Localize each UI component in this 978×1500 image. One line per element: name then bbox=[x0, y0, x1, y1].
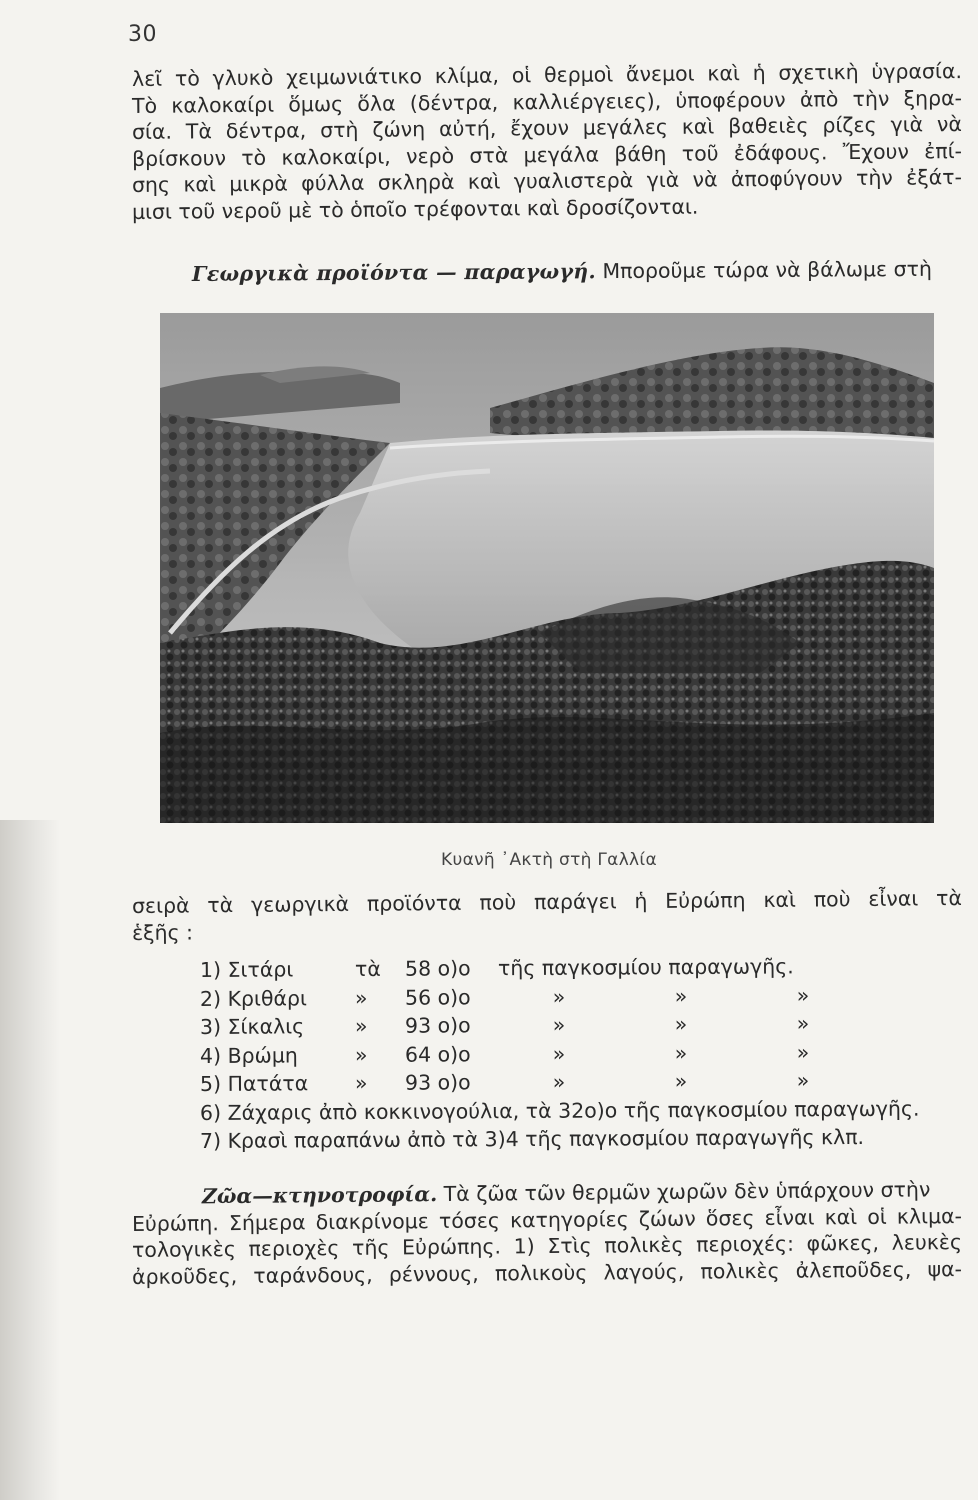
products-list bbox=[200, 956, 970, 1156]
text-line: σης καὶ μικρὰ φύλλα σκληρὰ καὶ γυαλιστερὰ γιὰ νὰ ἀποφύγουν τὴν ἐξάτ- bbox=[131, 165, 963, 197]
text-line: σειρὰ τὰ γεωργικὰ προϊόντα ποὺ παράγει ἡ Εὐρώπη καὶ ποὺ εἶναι τὰ bbox=[131, 886, 963, 918]
ditto-mark: » bbox=[796, 1068, 810, 1093]
list-item bbox=[200, 951, 970, 984]
ditto-mark: » bbox=[796, 982, 810, 1007]
product-percent: 64 ο)ο bbox=[404, 1041, 471, 1067]
text-line: Τὸ καλοκαίρι ὅμως ὅλα (δέντρα, καλλιέργειες), ὑποφέρουν ἀπὸ τὴν ξηρα- bbox=[131, 85, 963, 118]
ditto-mark: » bbox=[552, 1012, 566, 1037]
ditto-mark: » bbox=[674, 1040, 688, 1065]
ditto-mark: » bbox=[674, 1012, 688, 1037]
section-animals-text: Τὰ ζῶα τῶν θερμῶν χωρῶν δὲν ὑπάρχουν στὴν bbox=[443, 1177, 931, 1207]
ditto-mark: » bbox=[796, 1039, 810, 1064]
product-mark: » bbox=[354, 1070, 368, 1096]
product-percent: 93 ο)ο bbox=[404, 1013, 471, 1038]
text-line: λεῖ τὸ γλυκὸ χειμωνιάτικο κλίμα, οἱ θερμοὶ ἄνεμοι καὶ ἡ σχετικὴ ὑγρασία. bbox=[131, 59, 963, 91]
list-item bbox=[200, 1065, 970, 1098]
photo-caption: Κυανῆ ᾽Ακτὴ στὴ Γαλλία bbox=[441, 850, 657, 870]
section-heading-agri: Γεωργικὰ προϊόντα — παραγωγή. bbox=[191, 259, 596, 286]
text-line: ἀρκοῦδες, ταράνδους, ρέννους, πολικοὺς λαγούς, πολικὲς ἀλεποῦδες, ψα- bbox=[131, 1256, 963, 1289]
text-line: Εὐρώπη. Σήμερα διακρίνομε τόσες κατηγορίες ζώων ὅσες εἶναι καὶ οἱ κλιμα- bbox=[131, 1203, 963, 1236]
ditto-mark: » bbox=[552, 1041, 566, 1066]
list-item bbox=[200, 1122, 970, 1155]
ditto-mark: » bbox=[674, 1069, 688, 1094]
ditto-mark: » bbox=[552, 984, 566, 1009]
product-name: 3) Σίκαλις bbox=[199, 1014, 305, 1039]
product-mark: τὰ bbox=[354, 956, 381, 982]
product-mark: » bbox=[354, 1013, 368, 1039]
ditto-mark: » bbox=[674, 983, 688, 1008]
text-line: ἑξῆς : bbox=[131, 919, 194, 945]
text-line: σία. Τὰ δέντρα, στὴ ζώνη αὐτή, ἔχουν μεγάλες καὶ βαθειὲς ρίζες γιὰ νὰ bbox=[131, 112, 963, 144]
product-line: 7) Κρασὶ παραπάνω ἀπὸ τὰ 3)4 τῆς παγκοσμίου παραγωγῆς κλπ. bbox=[199, 1124, 865, 1153]
section-heading-animals: Ζῶα—κτηνοτροφία. bbox=[201, 1182, 438, 1209]
text-line: μισι τοῦ νεροῦ μὲ τὸ ὁποῖο τρέφονται καὶ δροσίζονται. bbox=[131, 194, 699, 224]
product-name: 2) Κριθάρι bbox=[199, 985, 308, 1011]
product-name: 4) Βρώμη bbox=[199, 1042, 298, 1068]
product-mark: » bbox=[354, 985, 368, 1010]
page-number: 30 bbox=[128, 22, 157, 47]
product-name: 1) Σιτάρι bbox=[199, 957, 294, 982]
paragraph-climate bbox=[131, 59, 963, 225]
product-name: 5) Πατάτα bbox=[199, 1071, 309, 1096]
photo-cote-dazur bbox=[160, 313, 934, 823]
ditto-mark: » bbox=[552, 1069, 566, 1094]
paragraph-agri bbox=[131, 886, 963, 946]
product-percent: 58 ο)ο bbox=[404, 956, 471, 981]
product-line: 6) Ζάχαρις ἀπὸ κοκκινογούλια, τὰ 32ο)ο τῆς παγκοσμίου παραγωγῆς. bbox=[199, 1096, 920, 1125]
text-line: βρίσκουν τὸ καλοκαίρι, νερὸ στὰ μεγάλα βάθη τοῦ ἐδάφους. Ἔχουν ἐπί- bbox=[131, 138, 963, 171]
text-line: τολογικὲς περιοχὲς τῆς Εὐρώπης. 1) Στὶς πολικὲς περιοχές: φῶκες, λευκὲς bbox=[131, 1230, 963, 1262]
product-percent: 56 ο)ο bbox=[404, 984, 471, 1010]
list-item bbox=[200, 1008, 970, 1041]
product-mark: » bbox=[354, 1042, 368, 1067]
section-agri-line bbox=[192, 257, 962, 286]
product-rest: τῆς παγκοσμίου παραγωγῆς. bbox=[497, 954, 794, 981]
product-percent: 93 ο)ο bbox=[404, 1070, 471, 1095]
page-edge-shadow bbox=[0, 820, 60, 1500]
ditto-mark: » bbox=[796, 1011, 810, 1036]
section-agri-text: Μποροῦμε τώρα νὰ βάλωμε στὴ bbox=[602, 256, 933, 284]
paragraph-animals bbox=[131, 1177, 963, 1290]
